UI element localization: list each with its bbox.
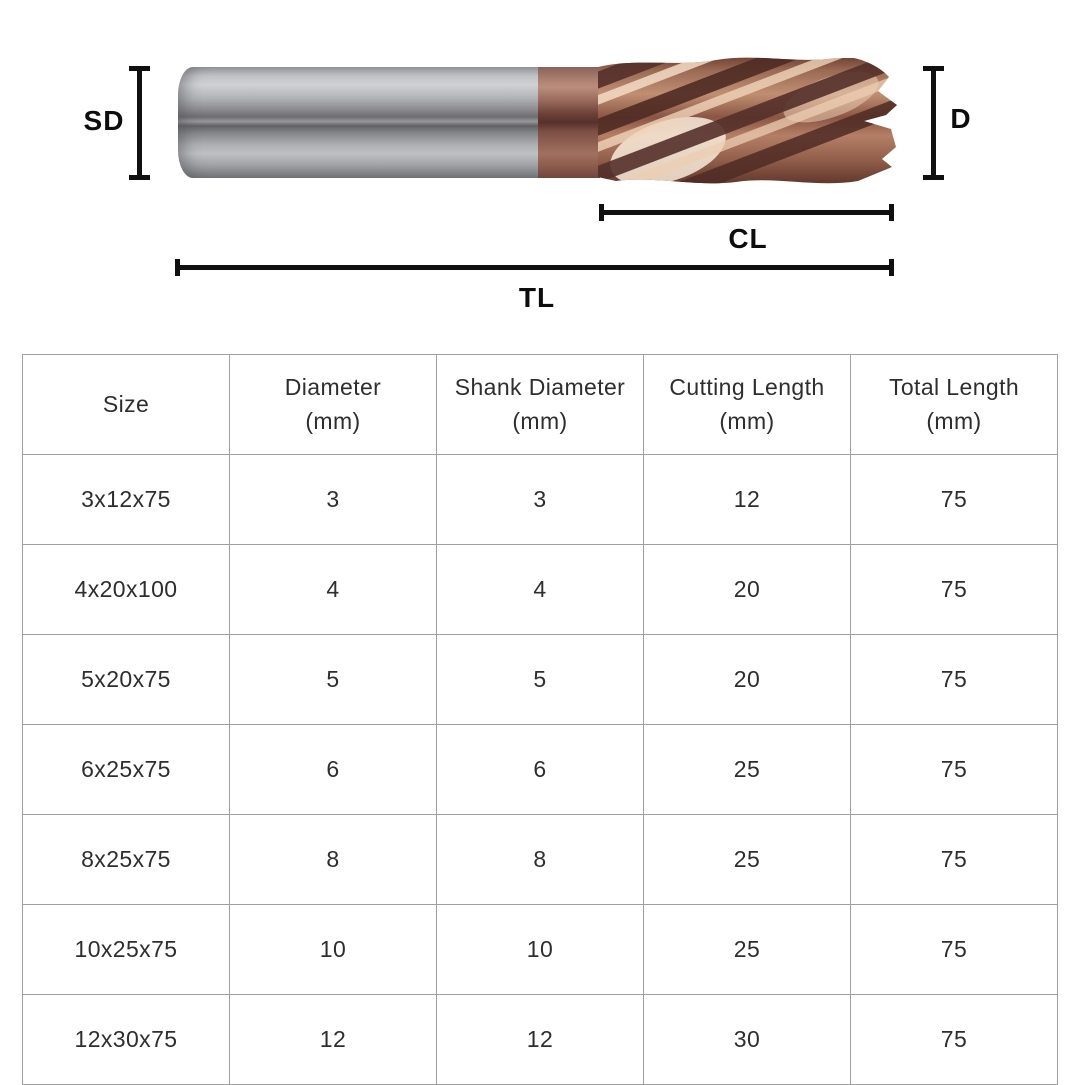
d-dimension-bar: [931, 68, 936, 178]
table-row: [23, 815, 1058, 905]
sd-dimension-cap-bottom: [129, 175, 150, 180]
endmill-neck: [538, 67, 600, 178]
table-row: [23, 995, 1058, 1085]
table-cell: 25: [644, 815, 851, 905]
table-cell: 75: [851, 905, 1058, 995]
col-header-title: Cutting Length: [669, 374, 825, 401]
table-cell: 20: [644, 635, 851, 725]
table-cell: 75: [851, 545, 1058, 635]
spec-table: [22, 354, 1058, 1085]
table-row: [23, 545, 1058, 635]
table-cell: 25: [644, 905, 851, 995]
col-header-unit: (mm): [305, 407, 361, 434]
cl-dimension-bar: [601, 210, 893, 215]
table-cell: 10: [437, 905, 644, 995]
col-header-cutting-length: [644, 355, 851, 455]
table-cell: 5: [230, 635, 437, 725]
tl-dimension-bar: [177, 265, 893, 270]
tl-dimension-cap-right: [889, 259, 894, 276]
table-cell: 25: [644, 725, 851, 815]
table-cell: 5: [437, 635, 644, 725]
endmill-flutes: [596, 55, 900, 185]
col-header-size: [23, 355, 230, 455]
table-row: [23, 455, 1058, 545]
table-cell: 8x25x75: [23, 815, 230, 905]
col-header-unit: (mm): [719, 407, 775, 434]
d-label: D: [950, 103, 972, 134]
table-cell: 3x12x75: [23, 455, 230, 545]
table-row: [23, 635, 1058, 725]
table-cell: 75: [851, 455, 1058, 545]
table-cell: 75: [851, 815, 1058, 905]
endmill-shank: [178, 67, 540, 178]
table-cell: 6: [230, 725, 437, 815]
table-cell: 30: [644, 995, 851, 1085]
endmill-image: [178, 55, 900, 185]
table-cell: 75: [851, 635, 1058, 725]
table-cell: 20: [644, 545, 851, 635]
table-cell: 8: [230, 815, 437, 905]
spec-table-body: [23, 455, 1058, 1085]
table-cell: 10x25x75: [23, 905, 230, 995]
table-cell: 10: [230, 905, 437, 995]
table-cell: 6: [437, 725, 644, 815]
col-header-shank-diameter: [437, 355, 644, 455]
d-dimension-cap-top: [923, 66, 944, 71]
col-header-diameter: [230, 355, 437, 455]
sd-label: SD: [83, 105, 125, 136]
col-header-title: Total Length: [888, 374, 1020, 401]
table-cell: 6x25x75: [23, 725, 230, 815]
header-row: [23, 355, 1058, 455]
col-header-unit: (mm): [926, 407, 982, 434]
col-header-unit: (mm): [512, 407, 568, 434]
table-row: [23, 725, 1058, 815]
table-cell: 12: [230, 995, 437, 1085]
spec-table-head: [23, 355, 1058, 455]
table-cell: 5x20x75: [23, 635, 230, 725]
table-cell: 3: [437, 455, 644, 545]
col-header-title: Shank Diameter: [454, 374, 626, 401]
sd-dimension-cap-top: [129, 66, 150, 71]
table-cell: 3: [230, 455, 437, 545]
cl-dimension-cap-left: [599, 204, 604, 221]
col-header-title: Diameter: [284, 374, 382, 401]
table-cell: 12: [644, 455, 851, 545]
table-cell: 75: [851, 725, 1058, 815]
col-header-title: Size: [102, 390, 150, 417]
table-cell: 4x20x100: [23, 545, 230, 635]
table-cell: 4: [437, 545, 644, 635]
tl-dimension-cap-left: [175, 259, 180, 276]
table-cell: 4: [230, 545, 437, 635]
table-row: [23, 905, 1058, 995]
endmill-diagram: [0, 0, 1080, 340]
d-dimension-cap-bottom: [923, 175, 944, 180]
col-header-total-length: [851, 355, 1058, 455]
table-cell: 12x30x75: [23, 995, 230, 1085]
cl-dimension-cap-right: [889, 204, 894, 221]
table-cell: 75: [851, 995, 1058, 1085]
tl-label: TL: [518, 282, 556, 313]
table-cell: 12: [437, 995, 644, 1085]
table-cell: 8: [437, 815, 644, 905]
cl-label: CL: [728, 223, 768, 254]
sd-dimension-bar: [137, 68, 142, 178]
